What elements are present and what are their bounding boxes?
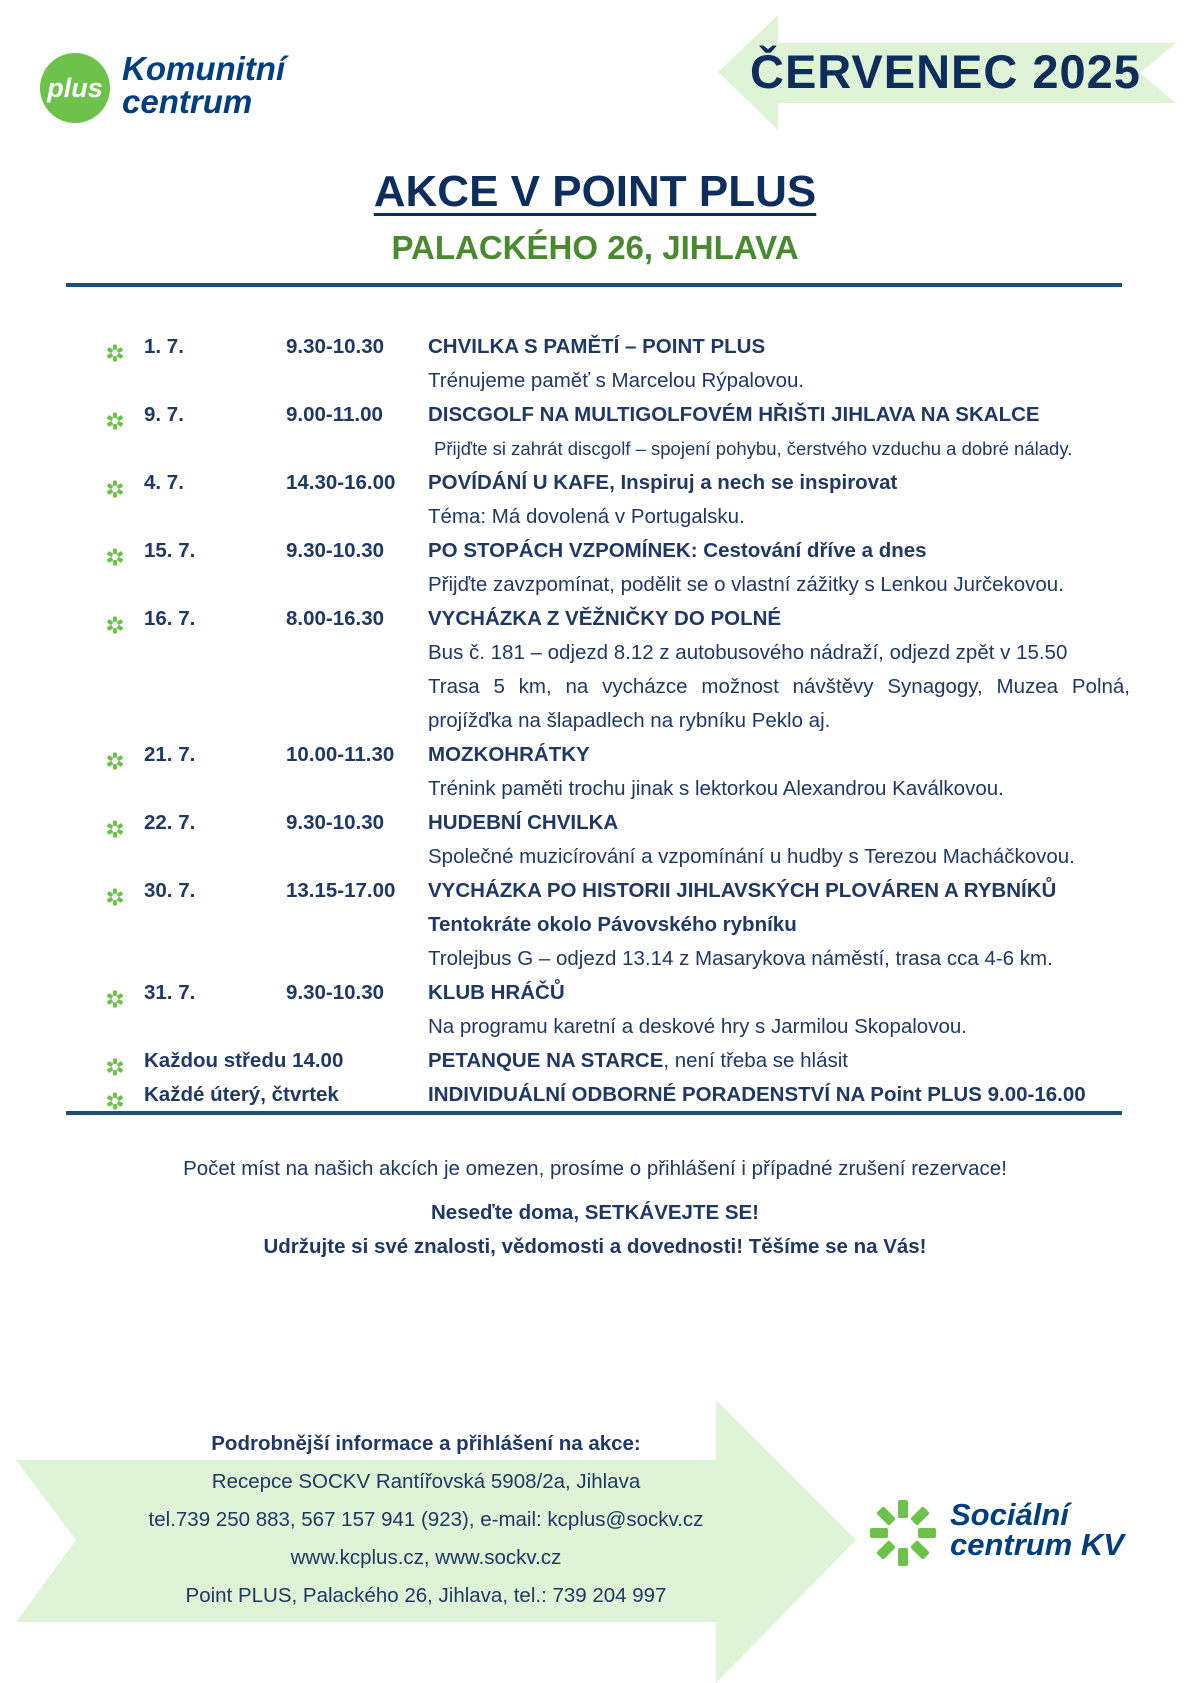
event-subtitle: Tentokráte okolo Pávovského rybníku — [428, 913, 797, 936]
event-detail: Trénink paměti trochu jinak s lektorkou Alexandrou Kaválkovou. — [428, 777, 1004, 800]
event-row — [106, 874, 1146, 908]
event-row — [106, 398, 1146, 432]
event-detail: Na programu karetní a deskové hry s Jarmilou Skopalovou. — [428, 1015, 967, 1038]
recurring-description — [428, 1044, 848, 1078]
capacity-note: Počet míst na našich akcích je omezen, prosíme o přihlášení i případné zrušení rezervace! — [183, 1157, 1007, 1180]
event-detail: Trasa 5 km, na vycházce možnost návštěvy Synagogy, Muzea Polná, — [428, 675, 1130, 698]
bullet-icon — [106, 543, 124, 561]
event-row — [106, 806, 1146, 840]
event-date: 16. 7. — [144, 607, 196, 630]
event-detail: Přijďte si zahrát discgolf – spojení pohybu, čerstvého vzduchu a dobré nálady. — [434, 438, 1073, 459]
event-row — [106, 738, 1146, 772]
event-time: 8.00-16.30 — [286, 607, 385, 630]
event-detail-row — [106, 704, 1146, 738]
event-date: 15. 7. — [144, 539, 196, 562]
event-title: VYCHÁZKA Z VĚŽNIČKY DO POLNÉ — [428, 607, 782, 630]
event-detail-row — [106, 772, 1146, 806]
bullet-icon — [106, 611, 124, 629]
logo-line-1: Komunitní — [122, 50, 286, 87]
event-subtitle-row — [106, 908, 1146, 942]
bullet-icon — [106, 407, 124, 425]
event-time: 9.30-10.30 — [286, 811, 385, 834]
recurring-description — [428, 1078, 1086, 1112]
event-date: 1. 7. — [144, 335, 184, 358]
recurring-row — [106, 1044, 1146, 1078]
event-title: CHVILKA S PAMĚTÍ – POINT PLUS — [428, 335, 766, 358]
event-title: MOZKOHRÁTKY — [428, 743, 590, 766]
bottom-divider — [66, 1111, 1122, 1115]
event-title: DISCGOLF NA MULTIGOLFOVÉM HŘIŠTI JIHLAVA NA SKALCE — [428, 403, 1040, 426]
event-detail: projížďka na šlapadlech na rybníku Peklo aj. — [428, 709, 831, 732]
event-detail-row — [106, 364, 1146, 398]
event-detail: Přijďte zavzpomínat, podělit se o vlastní zážitky s Lenkou Jurčekovou. — [428, 573, 1064, 596]
bullet-icon — [106, 475, 124, 493]
event-list — [106, 330, 1146, 1112]
event-row — [106, 466, 1146, 500]
footer-contact: tel.739 250 883, 567 157 941 (923), e-mail: kcplus@sockv.cz — [148, 1508, 704, 1531]
month-heading: ČERVENEC 2025 — [750, 45, 1141, 98]
event-time: 13.15-17.00 — [286, 879, 396, 902]
event-date: 4. 7. — [144, 471, 184, 494]
event-detail-row — [106, 840, 1146, 874]
event-detail: Trénujeme paměť s Marcelou Rýpalovou. — [428, 369, 805, 392]
footer-address: Recepce SOCKV Rantířovská 5908/2a, Jihlava — [211, 1470, 641, 1493]
bullet-icon — [106, 1053, 124, 1071]
top-divider — [66, 283, 1122, 287]
event-detail-row — [106, 670, 1146, 704]
bullet-icon — [106, 815, 124, 833]
event-title: KLUB HRÁČŮ — [428, 981, 565, 1004]
event-detail: Společné muzicírování a vzpomínání u hudby s Terezou Macháčkovou. — [428, 845, 1075, 868]
bullet-icon — [106, 339, 124, 357]
event-detail-row — [106, 568, 1146, 602]
event-title: VYCHÁZKA PO HISTORII JIHLAVSKÝCH PLOVÁREN A RYBNÍKŮ — [428, 879, 1057, 902]
event-detail-row — [106, 500, 1146, 534]
event-time: 10.00-11.30 — [286, 743, 395, 766]
sc-logo-line-1: Sociální — [950, 1497, 1069, 1532]
komunitni-centrum-logo-badge: plus — [40, 53, 110, 123]
slogan-2: Udržujte si své znalosti, vědomosti a dovednosti! Těšíme se na Vás! — [263, 1235, 927, 1258]
event-date: 21. 7. — [144, 743, 196, 766]
komunitni-centrum-logo-text — [122, 52, 285, 118]
event-date: 30. 7. — [144, 879, 196, 902]
socialni-centrum-logo-text — [950, 1497, 1124, 1562]
event-detail-row — [106, 432, 1146, 466]
socialni-centrum-logo-icon — [868, 1498, 938, 1568]
recurring-title: INDIVIDUÁLNÍ ODBORNÉ PORADENSTVÍ NA Point PLUS 9.00-16.00 — [428, 1083, 1086, 1106]
sc-logo-line-2: centrum KV — [950, 1527, 1124, 1562]
recurring-when: Každou středu 14.00 — [144, 1049, 344, 1072]
event-row — [106, 602, 1146, 636]
logo-line-2: centrum — [122, 83, 253, 120]
event-title: POVÍDÁNÍ U KAFE, Inspiruj a nech se inspirovat — [428, 471, 898, 494]
event-date: 22. 7. — [144, 811, 196, 834]
recurring-note: , není třeba se hlásit — [663, 1049, 849, 1072]
bullet-icon — [106, 883, 124, 901]
event-row — [106, 330, 1146, 364]
page-subtitle: PALACKÉHO 26, JIHLAVA — [391, 229, 799, 266]
event-detail-row — [106, 636, 1146, 670]
event-time: 14.30-16.00 — [286, 471, 396, 494]
event-detail: Bus č. 181 – odjezd 8.12 z autobusového nádraží, odjezd zpět v 15.50 — [428, 641, 1068, 664]
bullet-icon — [106, 985, 124, 1003]
event-title: PO STOPÁCH VZPOMÍNEK: Cestování dříve a dnes — [428, 539, 927, 562]
recurring-when: Každé úterý, čtvrtek — [144, 1083, 339, 1106]
recurring-title: PETANQUE NA STARCE — [428, 1049, 664, 1072]
event-detail-row — [106, 942, 1146, 976]
page-title: AKCE V POINT PLUS — [373, 167, 817, 216]
event-time: 9.30-10.30 — [286, 539, 385, 562]
event-title: HUDEBNÍ CHVILKA — [428, 811, 619, 834]
event-detail-row — [106, 1010, 1146, 1044]
event-date: 31. 7. — [144, 981, 196, 1004]
footer-websites: www.kcplus.cz, www.sockv.cz — [290, 1546, 562, 1569]
event-time: 9.30-10.30 — [286, 335, 385, 358]
event-row — [106, 534, 1146, 568]
bullet-icon — [106, 1087, 124, 1105]
recurring-row — [106, 1078, 1146, 1112]
event-date: 9. 7. — [144, 403, 184, 426]
slogan-1: Neseďte doma, SETKÁVEJTE SE! — [430, 1201, 760, 1224]
footer-point-plus: Point PLUS, Palackého 26, Jihlava, tel.: 739 204 997 — [185, 1584, 667, 1607]
bullet-icon — [106, 747, 124, 765]
footer-heading: Podrobnější informace a přihlášení na akce: — [211, 1432, 641, 1455]
event-detail: Téma: Má dovolená v Portugalsku. — [428, 505, 745, 528]
event-detail: Trolejbus G – odjezd 13.14 z Masarykova náměstí, trasa cca 4-6 km. — [428, 947, 1053, 970]
event-row — [106, 976, 1146, 1010]
event-time: 9.00-11.00 — [286, 403, 383, 426]
event-time: 9.30-10.30 — [286, 981, 385, 1004]
